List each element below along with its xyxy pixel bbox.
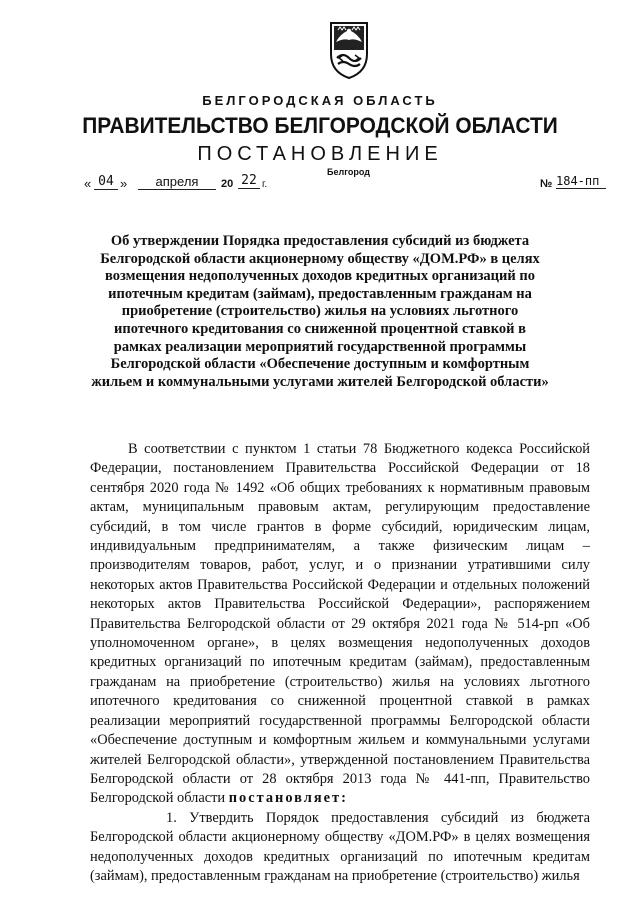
region-name: БЕЛГОРОДСКАЯ ОБЛАСТЬ	[202, 93, 438, 108]
item-1-paragraph	[90, 809, 590, 887]
item-1-text: Утвердить Порядок предоставления субсидий из бюджета Белгородской области акционерному обществу «ДОМ.РФ» в целях возмещения недополученных доходов кредитных организаций по ипотечным кредитам (займам), предоставленным гражданам на приобретение (строительство) жилья	[90, 809, 590, 884]
number-sign: №	[540, 178, 553, 190]
preamble-text: В соответствии с пунктом 1 статьи 78 Бюджетного кодекса Российской Федерации, постановлением Правительства Российской Федерации от 18 сентября 2020 года № 1492 «Об общих требованиях к нормативным правовым актам, муниципальным правовым актам, регулирующим предоставление субсидий, в том числе грантов в форме субсидий, юридическим лицам, индивидуальным предпринимателям, а также физическим лицам – производителям товаров, работ, услуг, и о признании утратившими силу некоторых актов Правительства Российской Федерации и отдельных положений некоторых актов Правительства Российской Федерации», распоряжением Правительства Белгородской области от 29 октября 2021 года № 514-рп «Об уполномоченном органе», в целях возмещения недополученных доходов кредитных организаций по ипотечным кредитам (займам), предоставленным гражданам на приобретение (строительство) жилья на условиях льготного ипотечного кредитования со сниженной процентной ставкой в рамках реализации мероприятий государственной программы Белгородской области «Обеспечение доступным и комфортным жильем и коммунальными услугами жителей Белгородской области», утвержденной постановлением Правительства Белгородской области от 28 октября 2013 года № 441-пп, Правительство Белгородской области	[90, 441, 590, 807]
preamble-paragraph	[90, 440, 590, 809]
date-day: 04	[94, 174, 118, 190]
document-type: ПОСТАНОВЛЕНИЕ	[197, 143, 443, 165]
date-century: 20	[221, 178, 234, 190]
date-year-suffix: г.	[262, 179, 268, 190]
coat-of-arms-icon	[323, 20, 375, 80]
resolves-word: постановляет:	[228, 790, 348, 807]
document-title: Об утверждении Порядка предоставления субсидий из бюджета Белгородской области акционерному обществу «ДОМ.РФ» в целях возмещения недополученных доходов кредитных организаций по ипотечным кредитам (займам), предоставленным гражданам на приобретение (строительство) жилья на условиях льготного ипотечного кредитования со сниженной процентной ставкой в рамках реализации мероприятий государственной программы Белгородской области «Обеспечение доступным и комфортным жильем и коммунальными услугами жителей Белгородской области»	[91, 233, 549, 390]
date-quote-open: «	[84, 176, 92, 191]
date-line	[84, 173, 614, 196]
government-name: ПРАВИТЕЛЬСТВО БЕЛГОРОДСКОЙ ОБЛАСТИ	[82, 113, 558, 138]
document-body	[90, 440, 590, 886]
date-year: 22	[238, 173, 260, 189]
city-name: Белгород	[327, 167, 370, 177]
document-number: 184-пп	[556, 174, 606, 189]
date-month: апреля	[138, 174, 216, 190]
date-quote-close: »	[120, 176, 128, 191]
item-1-number: 1.	[166, 809, 177, 826]
